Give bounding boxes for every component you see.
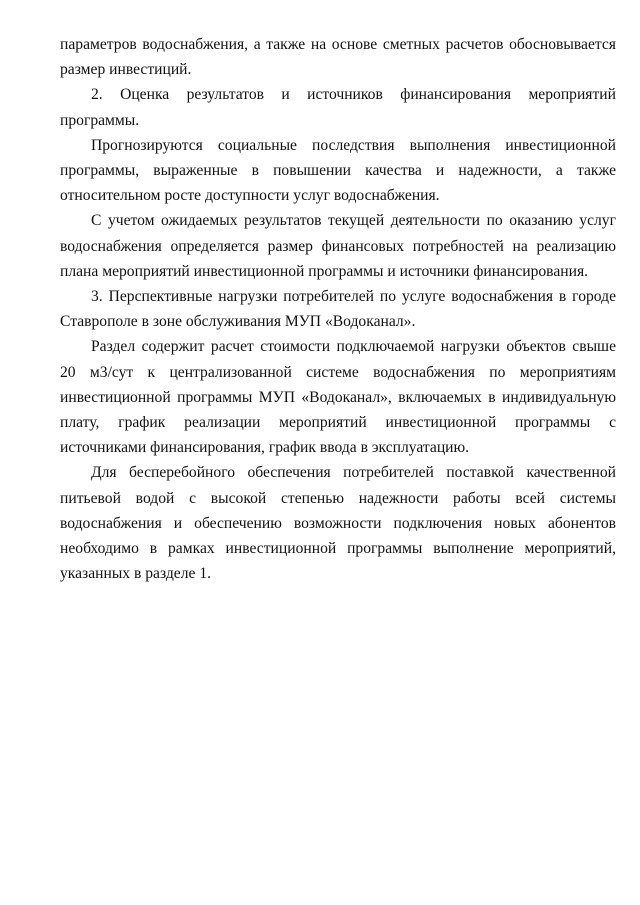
document-body [60, 32, 616, 586]
paragraph-section-2-heading: 2. Оценка результатов и источников финансирования мероприятий программы. [60, 86, 616, 129]
paragraph-connection-cost: Раздел содержит расчет стоимости подключаемой нагрузки объектов свыше 20 м3/сут к централизованной системе водоснабжения по мероприятиям инвестиционной программы МУП «Водоканал», включаемых в индивидуальную плату, график реализации мероприятий инвестиционной программы с источниками финансирования, график ввода в эксплуатацию. [60, 338, 616, 457]
paragraph-continuation: параметров водоснабжения, а также на основе сметных расчетов обосновывается размер инвестиций. [60, 36, 616, 79]
paragraph-section-3-heading: 3. Перспективные нагрузки потребителей по услуге водоснабжения в городе Ставрополе в зоне обслуживания МУП «Водоканал». [60, 288, 616, 331]
paragraph-social-consequences: Прогнозируются социальные последствия выполнения инвестиционной программы, выраженные в повышении качества и надежности, а также относительном росте доступности услуг водоснабжения. [60, 136, 616, 205]
paragraph-financial-needs: С учетом ожидаемых результатов текущей деятельности по оказанию услуг водоснабжения определяется размер финансовых потребностей на реализацию плана мероприятий инвестиционной программы и источники финансирования. [60, 212, 616, 280]
paragraph-reliable-supply: Для бесперебойного обеспечения потребителей поставкой качественной питьевой водой с высокой степенью надежности работы всей системы водоснабжения и обеспечению возможности подключения новых абонентов необходимо в рамках инвестиционной программы выполнение мероприятий, указанных в разделе 1. [60, 464, 616, 583]
